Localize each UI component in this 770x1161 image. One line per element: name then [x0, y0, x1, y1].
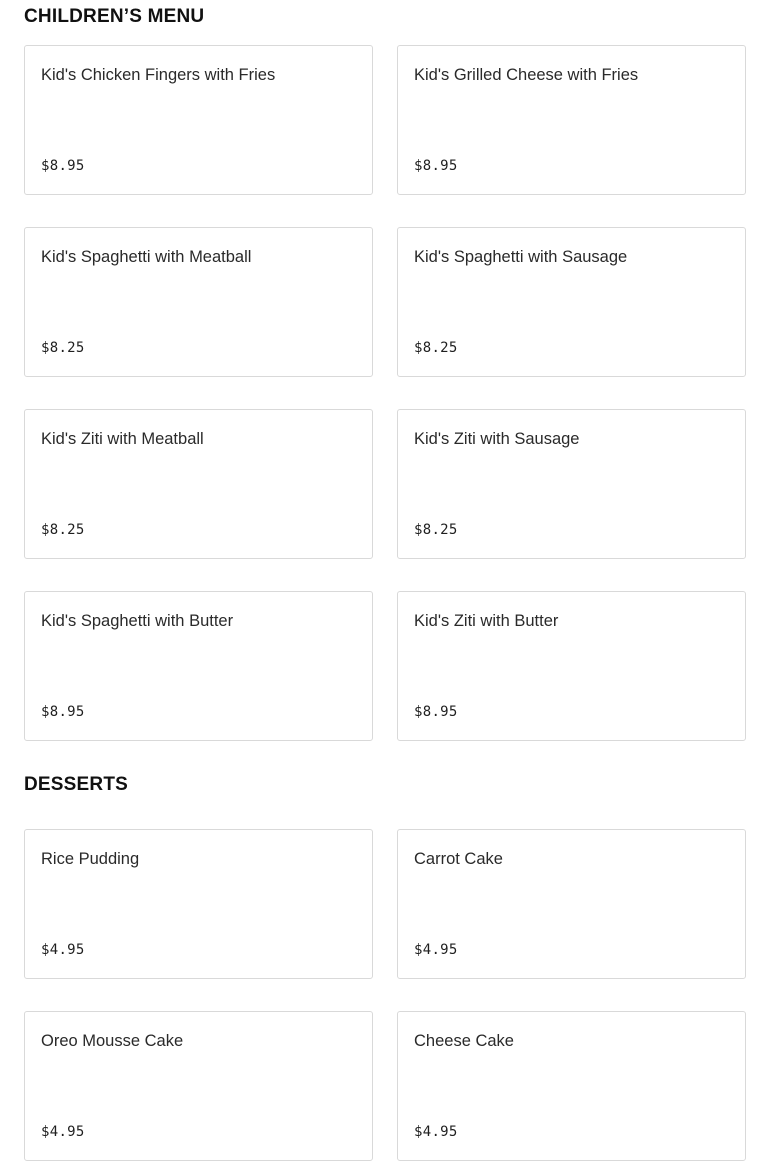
menu-item-card[interactable]	[24, 45, 373, 195]
menu-item-price: $4.95	[41, 1124, 85, 1140]
menu-item-price: $4.95	[414, 1124, 458, 1140]
menu-item-card[interactable]	[24, 829, 373, 979]
menu-item-price: $8.95	[41, 158, 85, 174]
menu-item-card[interactable]	[24, 591, 373, 741]
menu-item-name: Kid's Ziti with Meatball	[41, 430, 204, 448]
menu-item-name: Kid's Spaghetti with Meatball	[41, 248, 252, 266]
menu-item-card[interactable]	[397, 829, 746, 979]
menu-item-price: $8.25	[414, 340, 458, 356]
childrens-menu-grid	[24, 45, 746, 741]
menu-item-name: Oreo Mousse Cake	[41, 1032, 184, 1050]
menu-item-name: Carrot Cake	[414, 850, 503, 868]
menu-item-card[interactable]	[24, 1011, 373, 1161]
desserts-grid	[24, 829, 746, 1161]
menu-item-card[interactable]	[397, 45, 746, 195]
menu-item-price: $8.25	[41, 340, 85, 356]
menu-item-name: Cheese Cake	[414, 1032, 514, 1050]
menu-item-price: $8.25	[414, 522, 458, 538]
menu-item-price: $4.95	[414, 942, 458, 958]
menu-item-name: Rice Pudding	[41, 850, 140, 868]
menu-item-card[interactable]	[24, 409, 373, 559]
menu-item-card[interactable]	[397, 1011, 746, 1161]
menu-item-name: Kid's Spaghetti with Sausage	[414, 248, 628, 266]
menu-page	[24, 0, 746, 1161]
menu-item-card[interactable]	[397, 409, 746, 559]
menu-item-name: Kid's Ziti with Butter	[414, 612, 559, 630]
menu-item-name: Kid's Grilled Cheese with Fries	[414, 66, 639, 84]
section-title-desserts: DESSERTS	[24, 774, 129, 795]
menu-item-name: Kid's Ziti with Sausage	[414, 430, 580, 448]
section-title-childrens-menu: CHILDREN’S MENU	[24, 6, 205, 27]
menu-item-price: $8.25	[41, 522, 85, 538]
menu-item-card[interactable]	[24, 227, 373, 377]
menu-item-price: $4.95	[41, 942, 85, 958]
menu-item-price: $8.95	[414, 704, 458, 720]
menu-item-price: $8.95	[414, 158, 458, 174]
menu-item-name: Kid's Spaghetti with Butter	[41, 612, 234, 630]
menu-item-name: Kid's Chicken Fingers with Fries	[41, 66, 276, 84]
menu-item-price: $8.95	[41, 704, 85, 720]
menu-item-card[interactable]	[397, 227, 746, 377]
menu-item-card[interactable]	[397, 591, 746, 741]
